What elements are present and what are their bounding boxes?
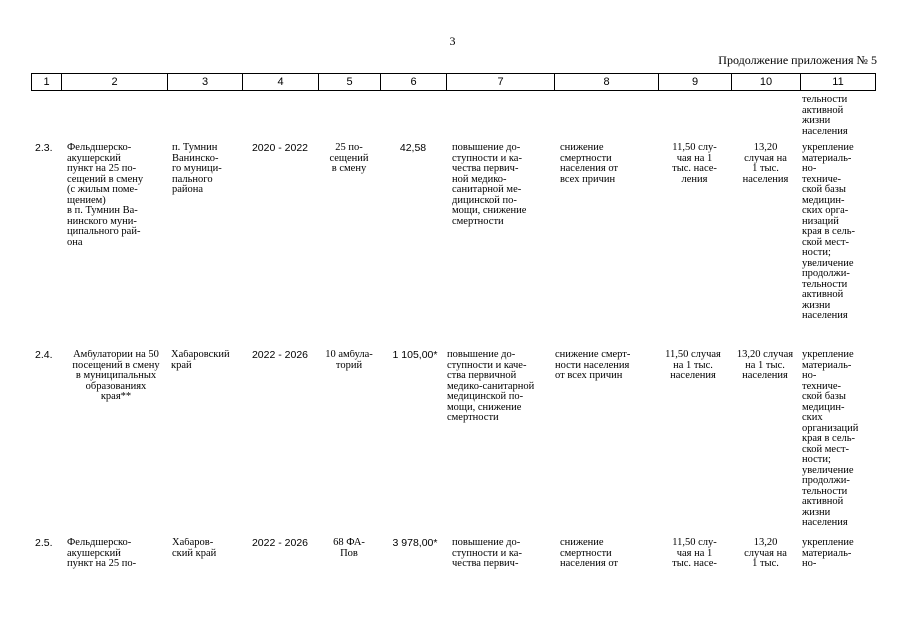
object-location: Хабаровский край bbox=[171, 350, 230, 371]
indicator-9: 11,50 слу- чая на 1 тыс. насе- bbox=[672, 538, 717, 569]
col-header-5: 5 bbox=[319, 74, 381, 90]
col-header-10: 10 bbox=[732, 74, 801, 90]
goal: повышение до- ступности и каче- ства первичной медико-санитарной медицинской по- мощи, снижение смертности bbox=[447, 350, 535, 423]
note: укрепление материаль- но- bbox=[802, 538, 854, 569]
object-location: Хабаров- ский край bbox=[172, 538, 217, 559]
col-header-6: 6 bbox=[381, 74, 447, 90]
col-header-7: 7 bbox=[447, 74, 555, 90]
table-header bbox=[31, 73, 876, 91]
col-header-1: 1 bbox=[32, 74, 62, 90]
cost: 1 105,00* bbox=[392, 350, 438, 361]
effect: снижение смертности населения от bbox=[560, 538, 619, 569]
continuation-caption: Продолжение приложения № 5 bbox=[718, 53, 877, 67]
row-number: 2.5. bbox=[35, 538, 53, 549]
indicator-9: 11,50 случая на 1 тыс. населения bbox=[665, 350, 721, 381]
col-header-4: 4 bbox=[243, 74, 319, 90]
note: укрепление материаль- но- техниче- ской базы медицин- ских организаций края в сель- ской мест- ности; увеличение продолжи- тельности активной жизни населения bbox=[802, 350, 859, 528]
indicator-9: 11,50 слу- чая на 1 тыс. насе- ления bbox=[672, 143, 717, 185]
carry-over-note: тельности активной жизни населения bbox=[802, 95, 848, 137]
goal: повышение до- ступности и ка- чества первич- bbox=[452, 538, 522, 569]
col-header-8: 8 bbox=[555, 74, 659, 90]
effect: снижение смерт- ности населения от всех причин bbox=[555, 350, 631, 381]
col-header-9: 9 bbox=[659, 74, 732, 90]
indicator-10: 13,20 случая на 1 тыс. bbox=[744, 538, 787, 569]
cost: 42,58 bbox=[399, 143, 427, 154]
capacity: 10 амбула- торий bbox=[325, 350, 373, 371]
row-number: 2.4. bbox=[35, 350, 53, 361]
object-name: Фельдшерско- акушерский пункт на 25 по- bbox=[67, 538, 137, 569]
row-number: 2.3. bbox=[35, 143, 53, 154]
col-header-3: 3 bbox=[168, 74, 243, 90]
object-name: Фельдшерско- акушерский пункт на 25 по- сещений в смену (с жилым поме- щением) в п. Тумнин Ва- нинского муни- ципального рай- она bbox=[67, 143, 144, 248]
period: 2020 - 2022 bbox=[251, 143, 309, 154]
note: укрепление материаль- но- техниче- ской базы медицин- ских орга- низаций края в сель- ской мест- ности; увеличение продолжи- тельности активной жизни населения bbox=[802, 143, 856, 321]
effect: снижение смертности населения от всех причин bbox=[560, 143, 619, 185]
object-location: п. Тумнин Ванинско- го муници- пального района bbox=[172, 143, 222, 195]
col-header-11: 11 bbox=[832, 76, 844, 88]
capacity: 25 по- сещений в смену bbox=[329, 143, 369, 174]
goal: повышение до- ступности и ка- чества первич- ной медико- санитарной ме- дицинской по- мощи, снижение смертности bbox=[452, 143, 527, 227]
period: 2022 - 2026 bbox=[251, 538, 309, 549]
col-header-2: 2 bbox=[62, 74, 168, 90]
cost: 3 978,00* bbox=[392, 538, 438, 549]
period: 2022 - 2026 bbox=[251, 350, 309, 361]
object-name: Амбулатории на 50 посещений в смену в муниципальных образованиях края** bbox=[72, 350, 160, 402]
capacity: 68 ФА- Пов bbox=[333, 538, 365, 559]
indicator-10: 13,20 случая на 1 тыс. населения bbox=[742, 143, 789, 185]
indicator-10: 13,20 случая на 1 тыс. населения bbox=[736, 350, 794, 381]
page-number: 3 bbox=[449, 34, 456, 48]
